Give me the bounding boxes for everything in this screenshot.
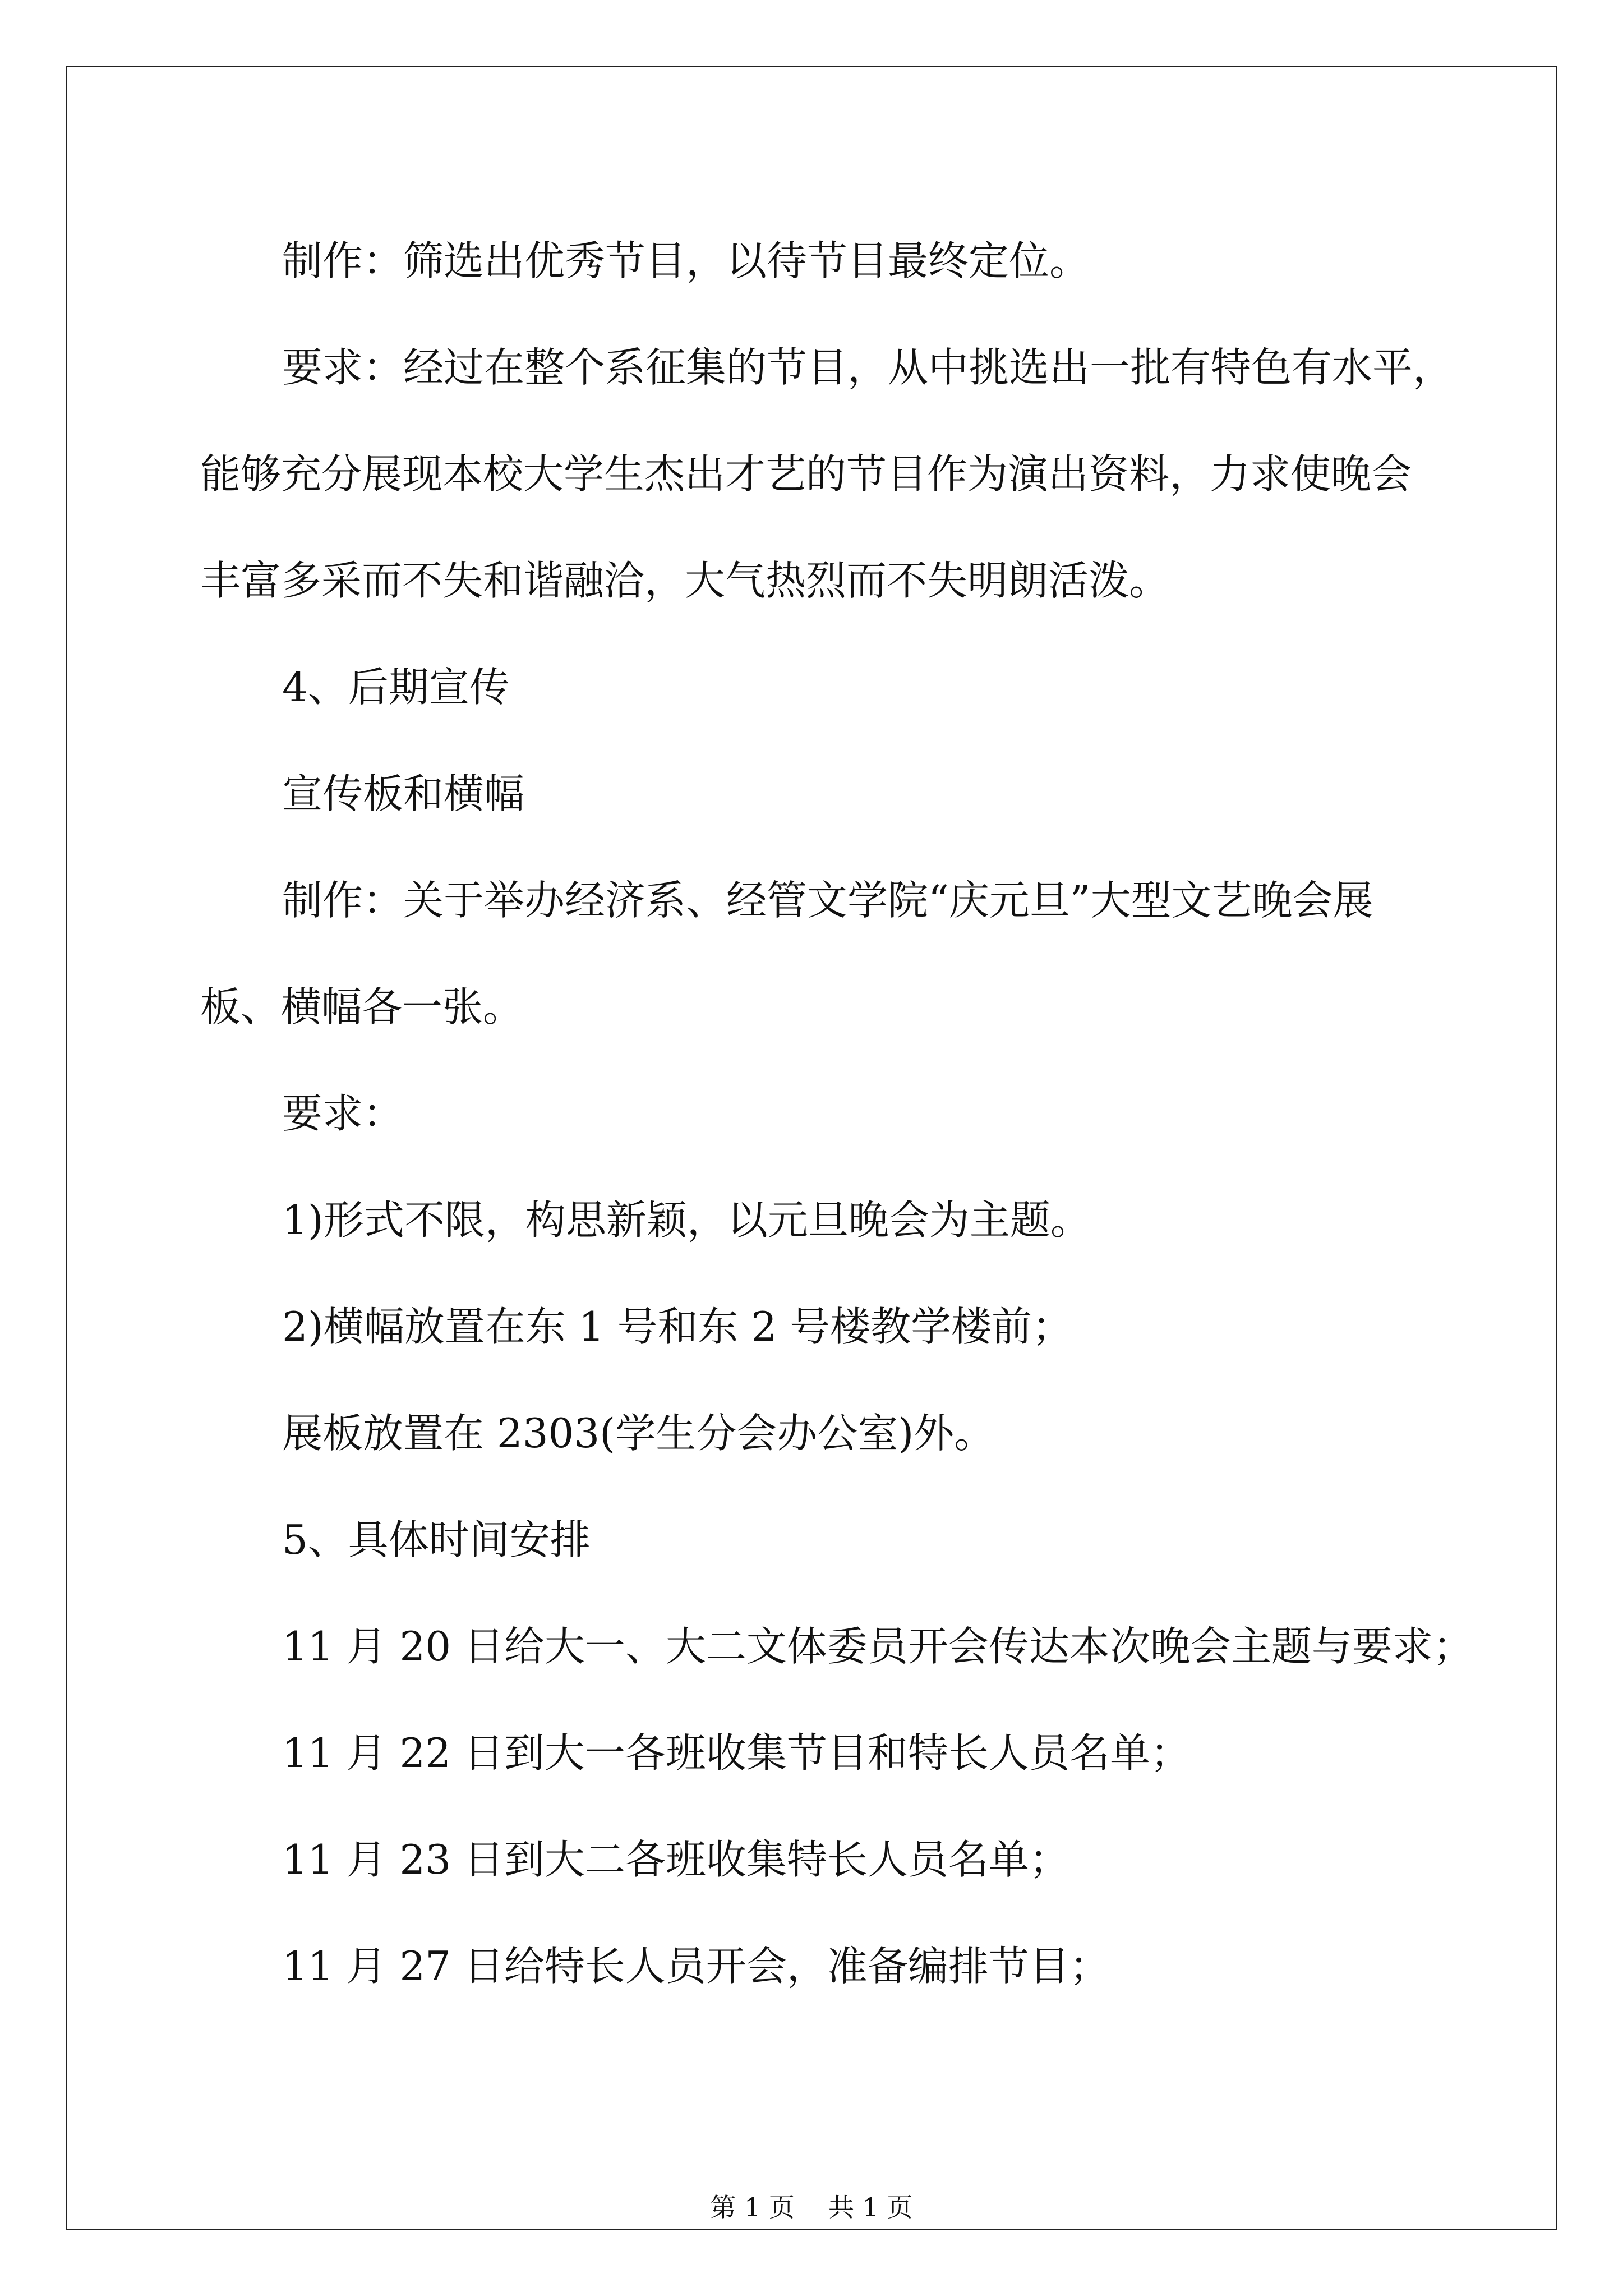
paragraph: 展板放置在 2303(学生分会办公室)外。 xyxy=(282,1410,995,1457)
page-count: 共 1 页 xyxy=(828,2192,913,2223)
paragraph: 制作：关于举办经济系、经管文学院“庆元旦”大型文艺晚会展 xyxy=(282,877,1373,924)
page-number: 第 1 页 xyxy=(710,2192,795,2223)
schedule-item: 11 月 20 日给大一、大二文体委员开会传达本次晚会主题与要求； xyxy=(282,1623,1473,1670)
paragraph: 能够充分展现本校大学生杰出才艺的节目作为演出资料，力求使晚会 xyxy=(200,450,1412,498)
paragraph: 要求： xyxy=(282,1090,404,1137)
paragraph: 丰富多采而不失和谐融洽，大气热烈而不失明朗活泼。 xyxy=(200,557,1170,604)
paragraph: 要求：经过在整个系征集的节目，从中挑选出一批有特色有水平， xyxy=(282,344,1454,391)
paragraph: 制作：筛选出优秀节目，以待节目最终定位。 xyxy=(282,237,1090,284)
section-heading: 4、后期宣传 xyxy=(282,664,510,711)
list-item: 2)横幅放置在东 1 号和东 2 号楼教学楼前； xyxy=(282,1303,1073,1350)
page-footer xyxy=(0,2191,1623,2224)
schedule-item: 11 月 27 日给特长人员开会，准备编排节目； xyxy=(282,1943,1110,1990)
list-item: 1)形式不限，构思新颖，以元旦晚会为主题。 xyxy=(282,1197,1091,1244)
paragraph: 宣传板和横幅 xyxy=(282,770,525,817)
schedule-item: 11 月 23 日到大二各班收集特长人员名单； xyxy=(282,1836,1069,1883)
schedule-item: 11 月 22 日到大一各班收集节目和特长人员名单； xyxy=(282,1729,1191,1777)
section-heading: 5、具体时间安排 xyxy=(282,1516,591,1563)
document-body xyxy=(200,208,1473,2019)
paragraph: 板、横幅各一张。 xyxy=(200,983,524,1030)
